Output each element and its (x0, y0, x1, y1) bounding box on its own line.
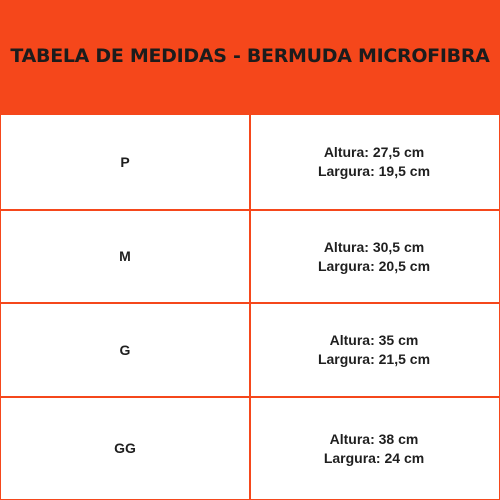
height-value: Altura: 27,5 cm (323, 144, 425, 160)
width-value: Largura: 24 cm (323, 449, 425, 466)
dimensions-cell (249, 211, 499, 302)
dimensions-cell (249, 398, 499, 499)
height-value: Altura: 30,5 cm (323, 238, 425, 255)
dimensions-cell (249, 115, 499, 209)
size-label: M (119, 248, 131, 264)
width-value: Largura: 20,5 cm (317, 257, 431, 274)
width-value: Largura: 21,5 cm (317, 351, 431, 367)
width-value: Largura: 19,5 cm (317, 163, 431, 179)
table-row (1, 115, 499, 209)
page-title: TABELA DE MEDIDAS - BERMUDA MICROFIBRA (10, 44, 490, 67)
size-label: GG (114, 440, 136, 456)
size-label: P (120, 153, 130, 170)
table-row (1, 304, 499, 396)
dimensions-cell (249, 304, 499, 396)
table-row (1, 398, 499, 499)
table-row (1, 211, 499, 302)
height-value: Altura: 35 cm (329, 332, 419, 348)
header-banner (0, 0, 500, 114)
height-value: Altura: 38 cm (329, 430, 419, 447)
size-label: G (119, 341, 131, 358)
measurements-table (0, 114, 500, 500)
